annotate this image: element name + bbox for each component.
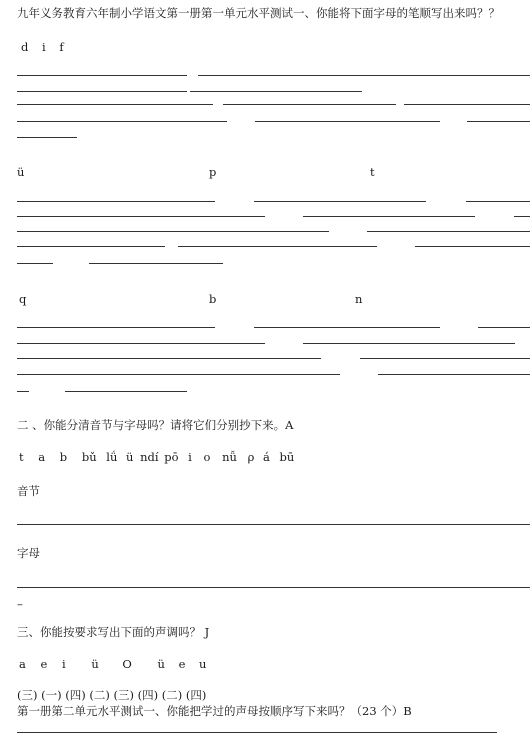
question-2-title: 二 、你能分清音节与字母吗？请将它们分别抄下来。A bbox=[17, 418, 294, 432]
answer-line-q4 bbox=[17, 732, 497, 733]
writing-line bbox=[190, 91, 362, 92]
writing-line bbox=[65, 391, 187, 392]
writing-line bbox=[467, 121, 530, 122]
q2-item: pō bbox=[164, 450, 179, 464]
writing-line bbox=[17, 343, 265, 344]
q2-item: a bbox=[38, 450, 46, 464]
q3-item: ü bbox=[91, 657, 99, 671]
q3-item: u bbox=[199, 657, 207, 671]
q2-item: bǔ bbox=[81, 450, 97, 464]
letter: ü bbox=[17, 165, 25, 179]
q2-item: lǘ bbox=[106, 450, 118, 464]
label-syllable: 音节 bbox=[17, 484, 40, 498]
letter: p bbox=[209, 165, 217, 179]
writing-line bbox=[17, 246, 165, 247]
writing-line bbox=[17, 216, 265, 217]
writing-line bbox=[17, 75, 187, 76]
writing-line bbox=[478, 327, 530, 328]
writing-line bbox=[17, 327, 215, 328]
letter: f bbox=[59, 40, 64, 54]
writing-line bbox=[17, 358, 321, 359]
question-4-title: 第一册第二单元水平测试一、你能把学过的声母按顺序写下来吗？（23 个）B bbox=[17, 704, 412, 718]
dash-mark: – bbox=[17, 597, 23, 611]
writing-line bbox=[17, 91, 187, 92]
writing-line bbox=[17, 263, 53, 264]
q3-item: a bbox=[19, 657, 26, 671]
writing-line bbox=[514, 216, 530, 217]
writing-line bbox=[17, 104, 213, 105]
writing-line bbox=[360, 358, 530, 359]
writing-line bbox=[17, 121, 227, 122]
answer-line-syllable bbox=[17, 524, 530, 525]
q3-item: ü bbox=[157, 657, 165, 671]
q2-item: ü bbox=[126, 450, 134, 464]
q3-item: i bbox=[61, 657, 66, 671]
letter: n bbox=[355, 292, 363, 306]
q2-item: á bbox=[263, 450, 270, 464]
writing-line bbox=[17, 201, 215, 202]
q2-item: ndí bbox=[140, 450, 159, 464]
writing-line bbox=[17, 374, 340, 375]
writing-line bbox=[17, 137, 77, 138]
question-3-items bbox=[19, 657, 206, 671]
writing-line bbox=[89, 263, 223, 264]
writing-line bbox=[415, 246, 530, 247]
question-3-tones: (三) (一) (四) (二) (三) (四) (二) (四) bbox=[17, 688, 207, 702]
q3-item: e bbox=[178, 657, 186, 671]
letter: q bbox=[19, 292, 27, 306]
question-3-title: 三、你能按要求写出下面的声调吗？ J bbox=[17, 625, 210, 639]
label-letter: 字母 bbox=[17, 546, 40, 560]
writing-line bbox=[178, 246, 377, 247]
writing-line bbox=[223, 104, 396, 105]
writing-line bbox=[254, 327, 440, 328]
q2-item: o bbox=[203, 450, 211, 464]
q2-item: b bbox=[59, 450, 68, 464]
q2-item: i bbox=[188, 450, 192, 464]
letter: i bbox=[42, 40, 46, 54]
writing-line bbox=[303, 343, 515, 344]
q2-item: t bbox=[19, 450, 24, 464]
writing-line bbox=[255, 121, 440, 122]
writing-line bbox=[378, 374, 530, 375]
question-2-items bbox=[19, 450, 294, 464]
letter: b bbox=[209, 292, 217, 306]
q3-item: e bbox=[40, 657, 48, 671]
q3-item: O bbox=[122, 657, 132, 671]
writing-line bbox=[466, 201, 530, 202]
writing-line bbox=[17, 391, 29, 392]
q2-item: bū bbox=[279, 450, 295, 464]
writing-line bbox=[404, 104, 530, 105]
question-1-title: 九年义务教育六年制小学语文第一册第一单元水平测试一、你能将下面字母的笔顺写出来吗？？ bbox=[17, 6, 500, 20]
letter-group-1 bbox=[21, 40, 64, 54]
writing-line bbox=[198, 75, 530, 76]
writing-line bbox=[367, 231, 530, 232]
q2-item: nǚ bbox=[222, 450, 237, 464]
letter: d bbox=[21, 40, 29, 54]
writing-line bbox=[303, 216, 475, 217]
answer-line-letter bbox=[17, 587, 530, 588]
q2-item: ρ bbox=[247, 450, 255, 464]
writing-line bbox=[254, 201, 426, 202]
writing-line bbox=[17, 231, 329, 232]
letter: t bbox=[370, 165, 375, 179]
